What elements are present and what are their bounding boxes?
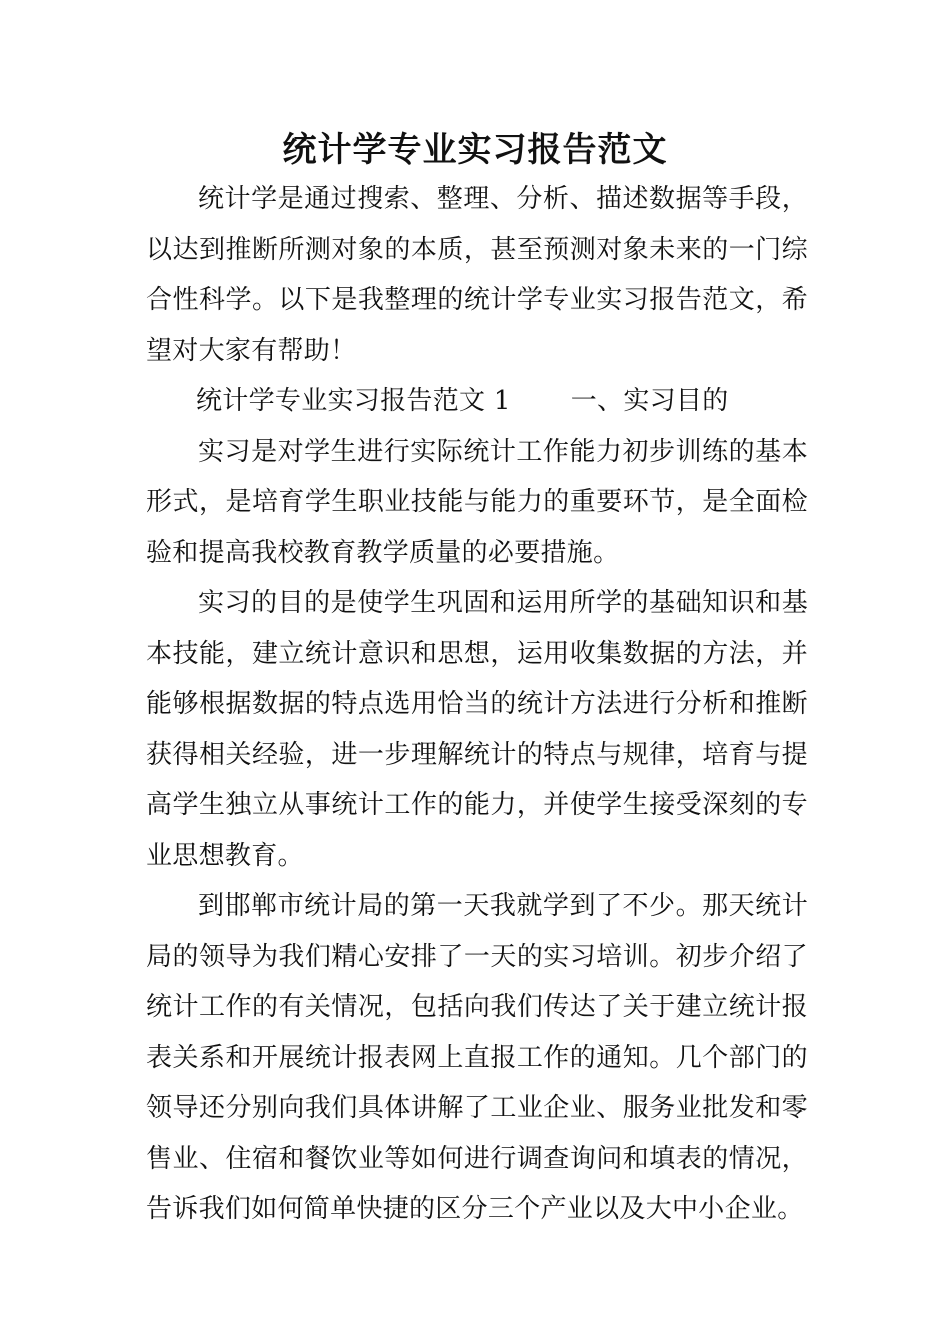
section-heading — [146, 376, 808, 427]
document-title: 统计学专业实习报告范文 — [282, 130, 668, 170]
section-heading-subtitle: 一、实习目的 — [570, 386, 729, 416]
body-paragraph: 实习是对学生进行实际统计工作能力初步训练的基本形式，是培育学生职业技能与能力的重要环节，是全面检验和提高我校教育教学质量的必要措施。 — [146, 436, 808, 568]
body-paragraph: 实习的目的是使学生巩固和运用所学的基础知识和基本技能，建立统计意识和思想，运用收集数据的方法，并能够根据数据的特点选用恰当的统计方法进行分析和推断获得相关经验，进一步理解统计的特点与规律，培育与提高学生独立从事统计工作的能力，并使学生接受深刻的专业思想教育。 — [146, 588, 808, 871]
intro-paragraph: 统计学是通过搜索、整理、分析、描述数据等手段，以达到推断所测对象的本质，甚至预测对象未来的一门综合性科学。以下是我整理的统计学专业实习报告范文，希望对大家有帮助！ — [146, 184, 808, 366]
body-paragraph: 到邯郸市统计局的第一天我就学到了不少。那天统计局的领导为我们精心安排了一天的实习培训。初步介绍了统计工作的有关情况，包括向我们传达了关于建立统计报表关系和开展统计报表网上直报工作的通知。几个部门的领导还分别向我们具体讲解了工业企业、服务业批发和零售业、住宿和餐饮业等如何进行调查询问和填表的情况，告诉我们如何简单快捷的区分三个产业以及大中小企业。 — [146, 891, 808, 1224]
document-body — [146, 174, 808, 1235]
section-heading-title: 统计学专业实习报告范文 1 — [196, 386, 511, 416]
